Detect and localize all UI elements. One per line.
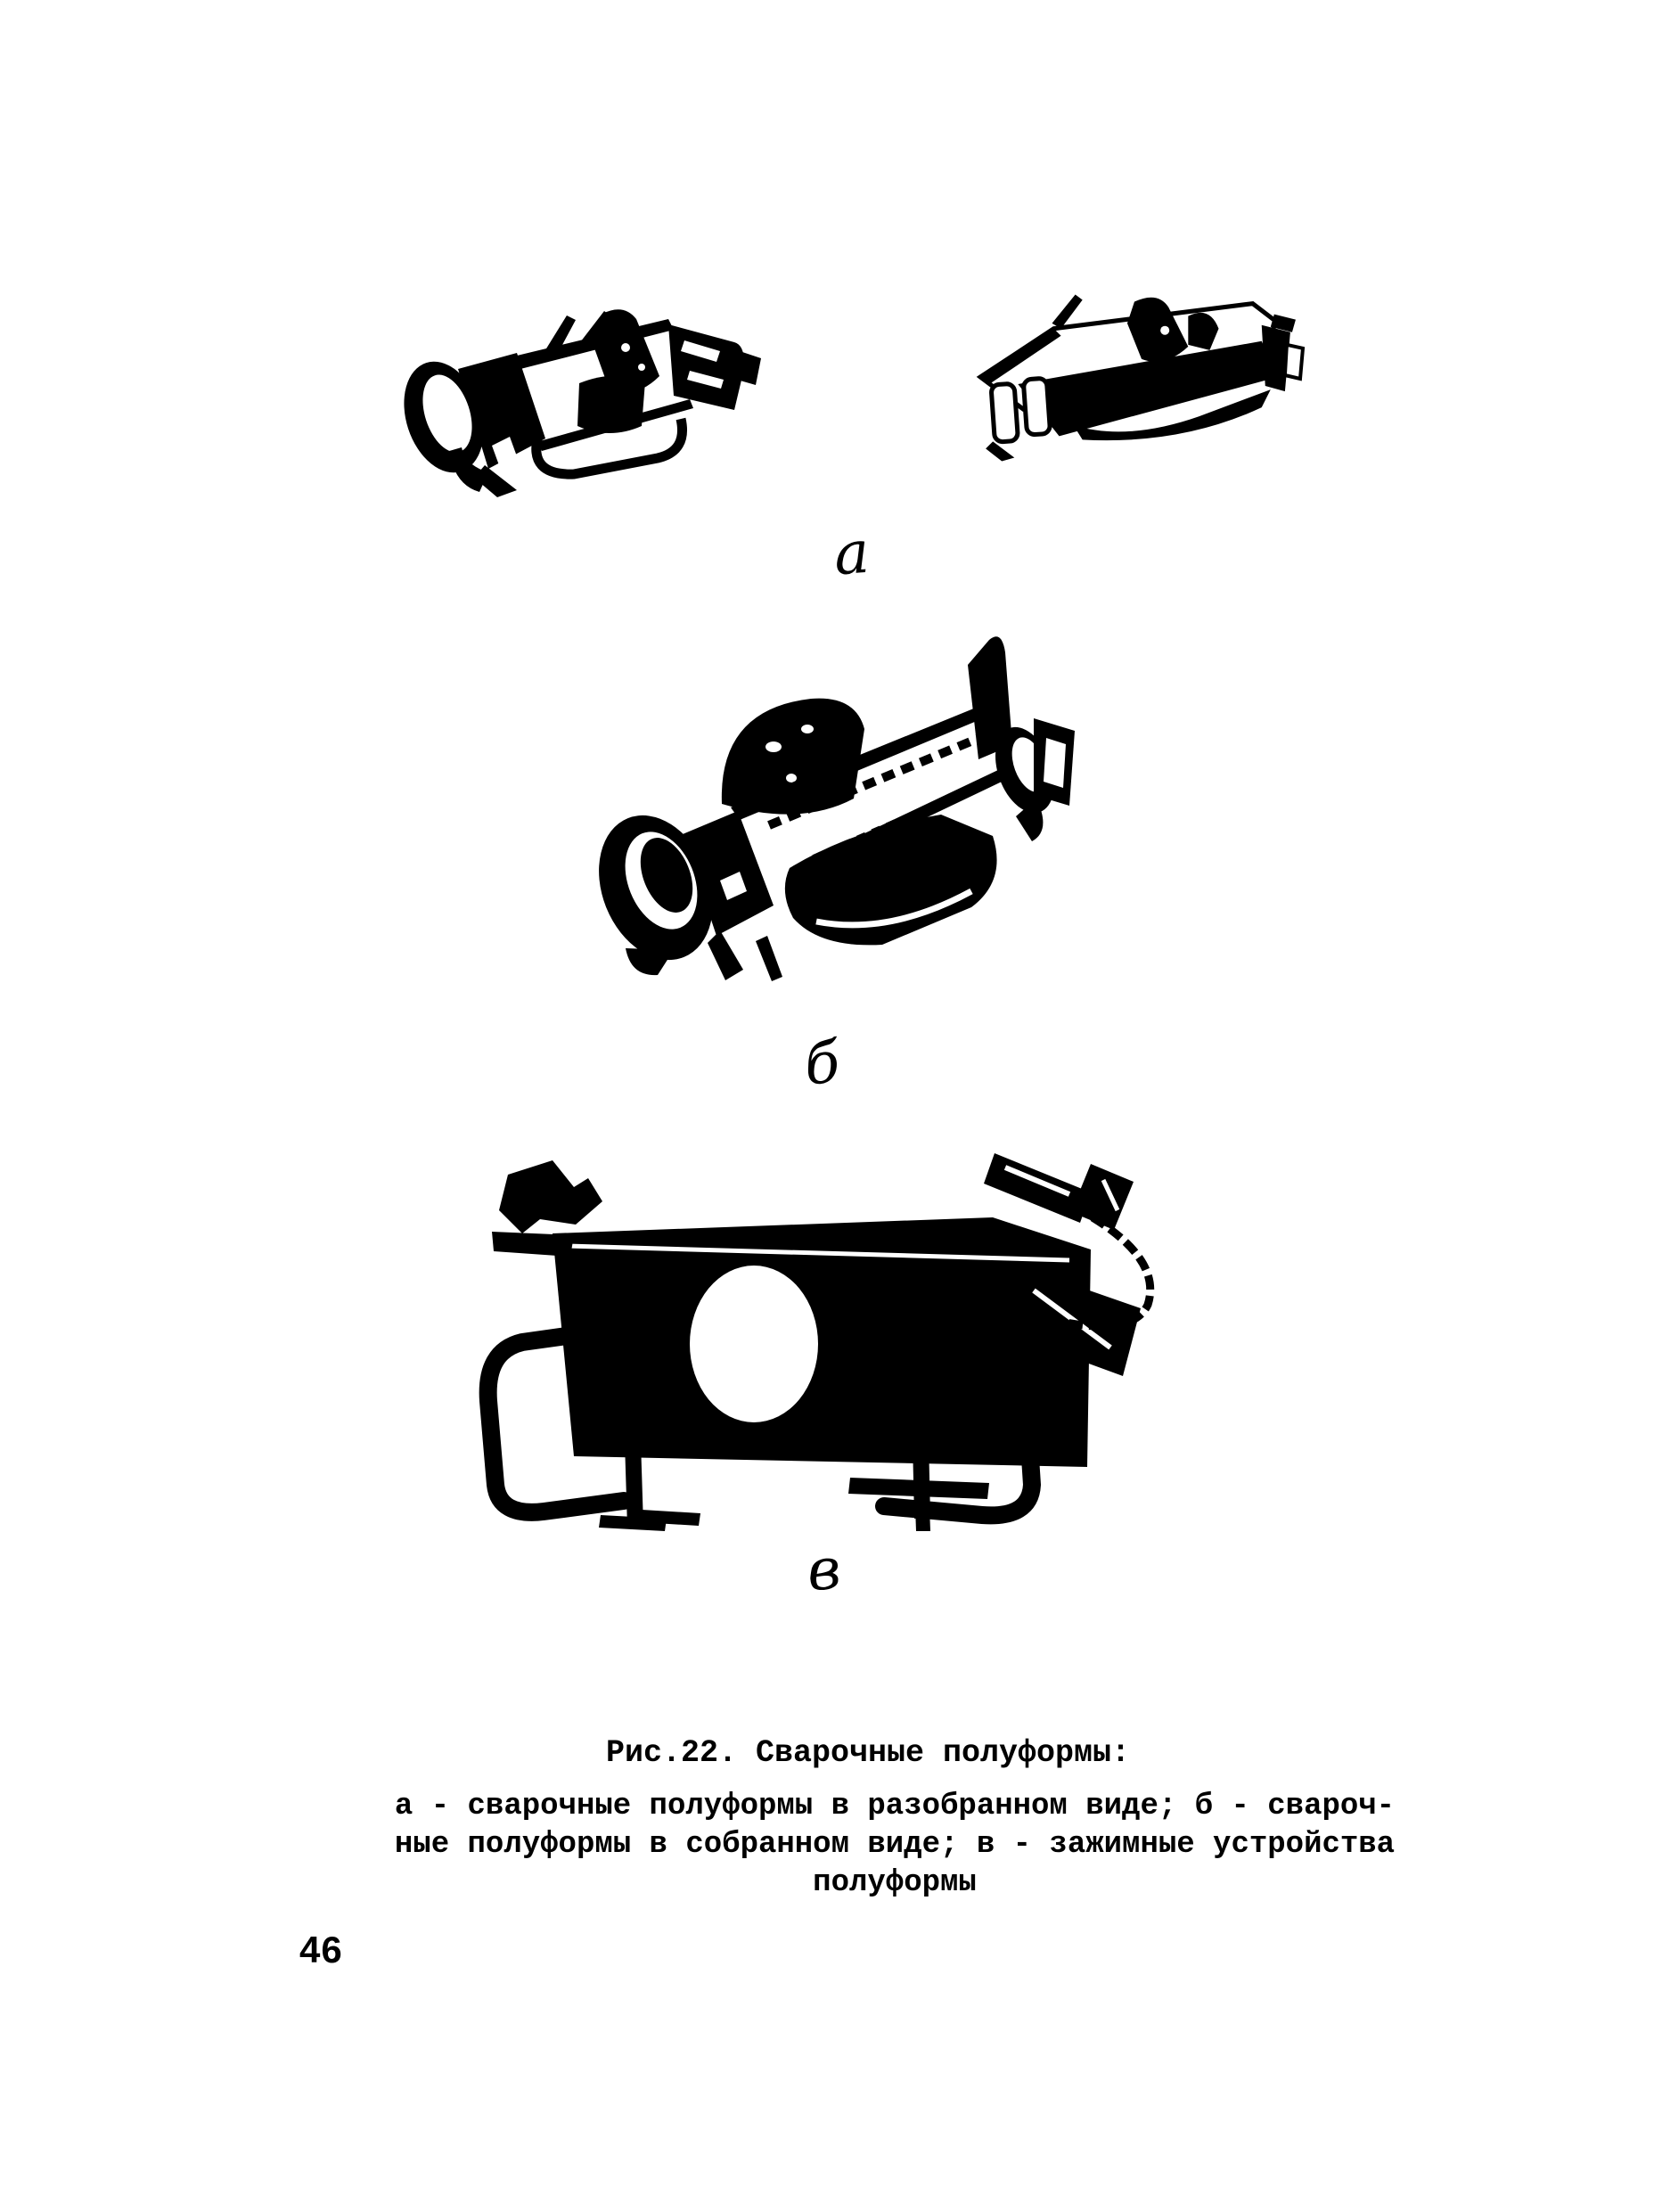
figure-caption-line: а - сварочные полуформы в разобранном виде; б - свароч- [394,1790,1396,1823]
photo-welding-halfforms-assembled [586,613,1096,986]
figure-caption-line: ные полуформы в собранном виде; в - зажимные устройства [394,1828,1396,1862]
photo-clamping-devices [467,1125,1173,1536]
figure-sublabel-a: а [831,517,872,589]
figure-caption-line: полуформы [813,1866,977,1900]
figure-sublabel-b: б [801,1029,843,1099]
figure-caption-title: Рис.22. Сварочные полуформы: [605,1735,1131,1771]
photo-welding-halfforms-disassembled-left [403,294,770,501]
photo-welding-halfforms-disassembled-right [966,291,1305,462]
page-number: 46 [299,1929,343,1970]
figure-sublabel-v: в [805,1536,843,1605]
